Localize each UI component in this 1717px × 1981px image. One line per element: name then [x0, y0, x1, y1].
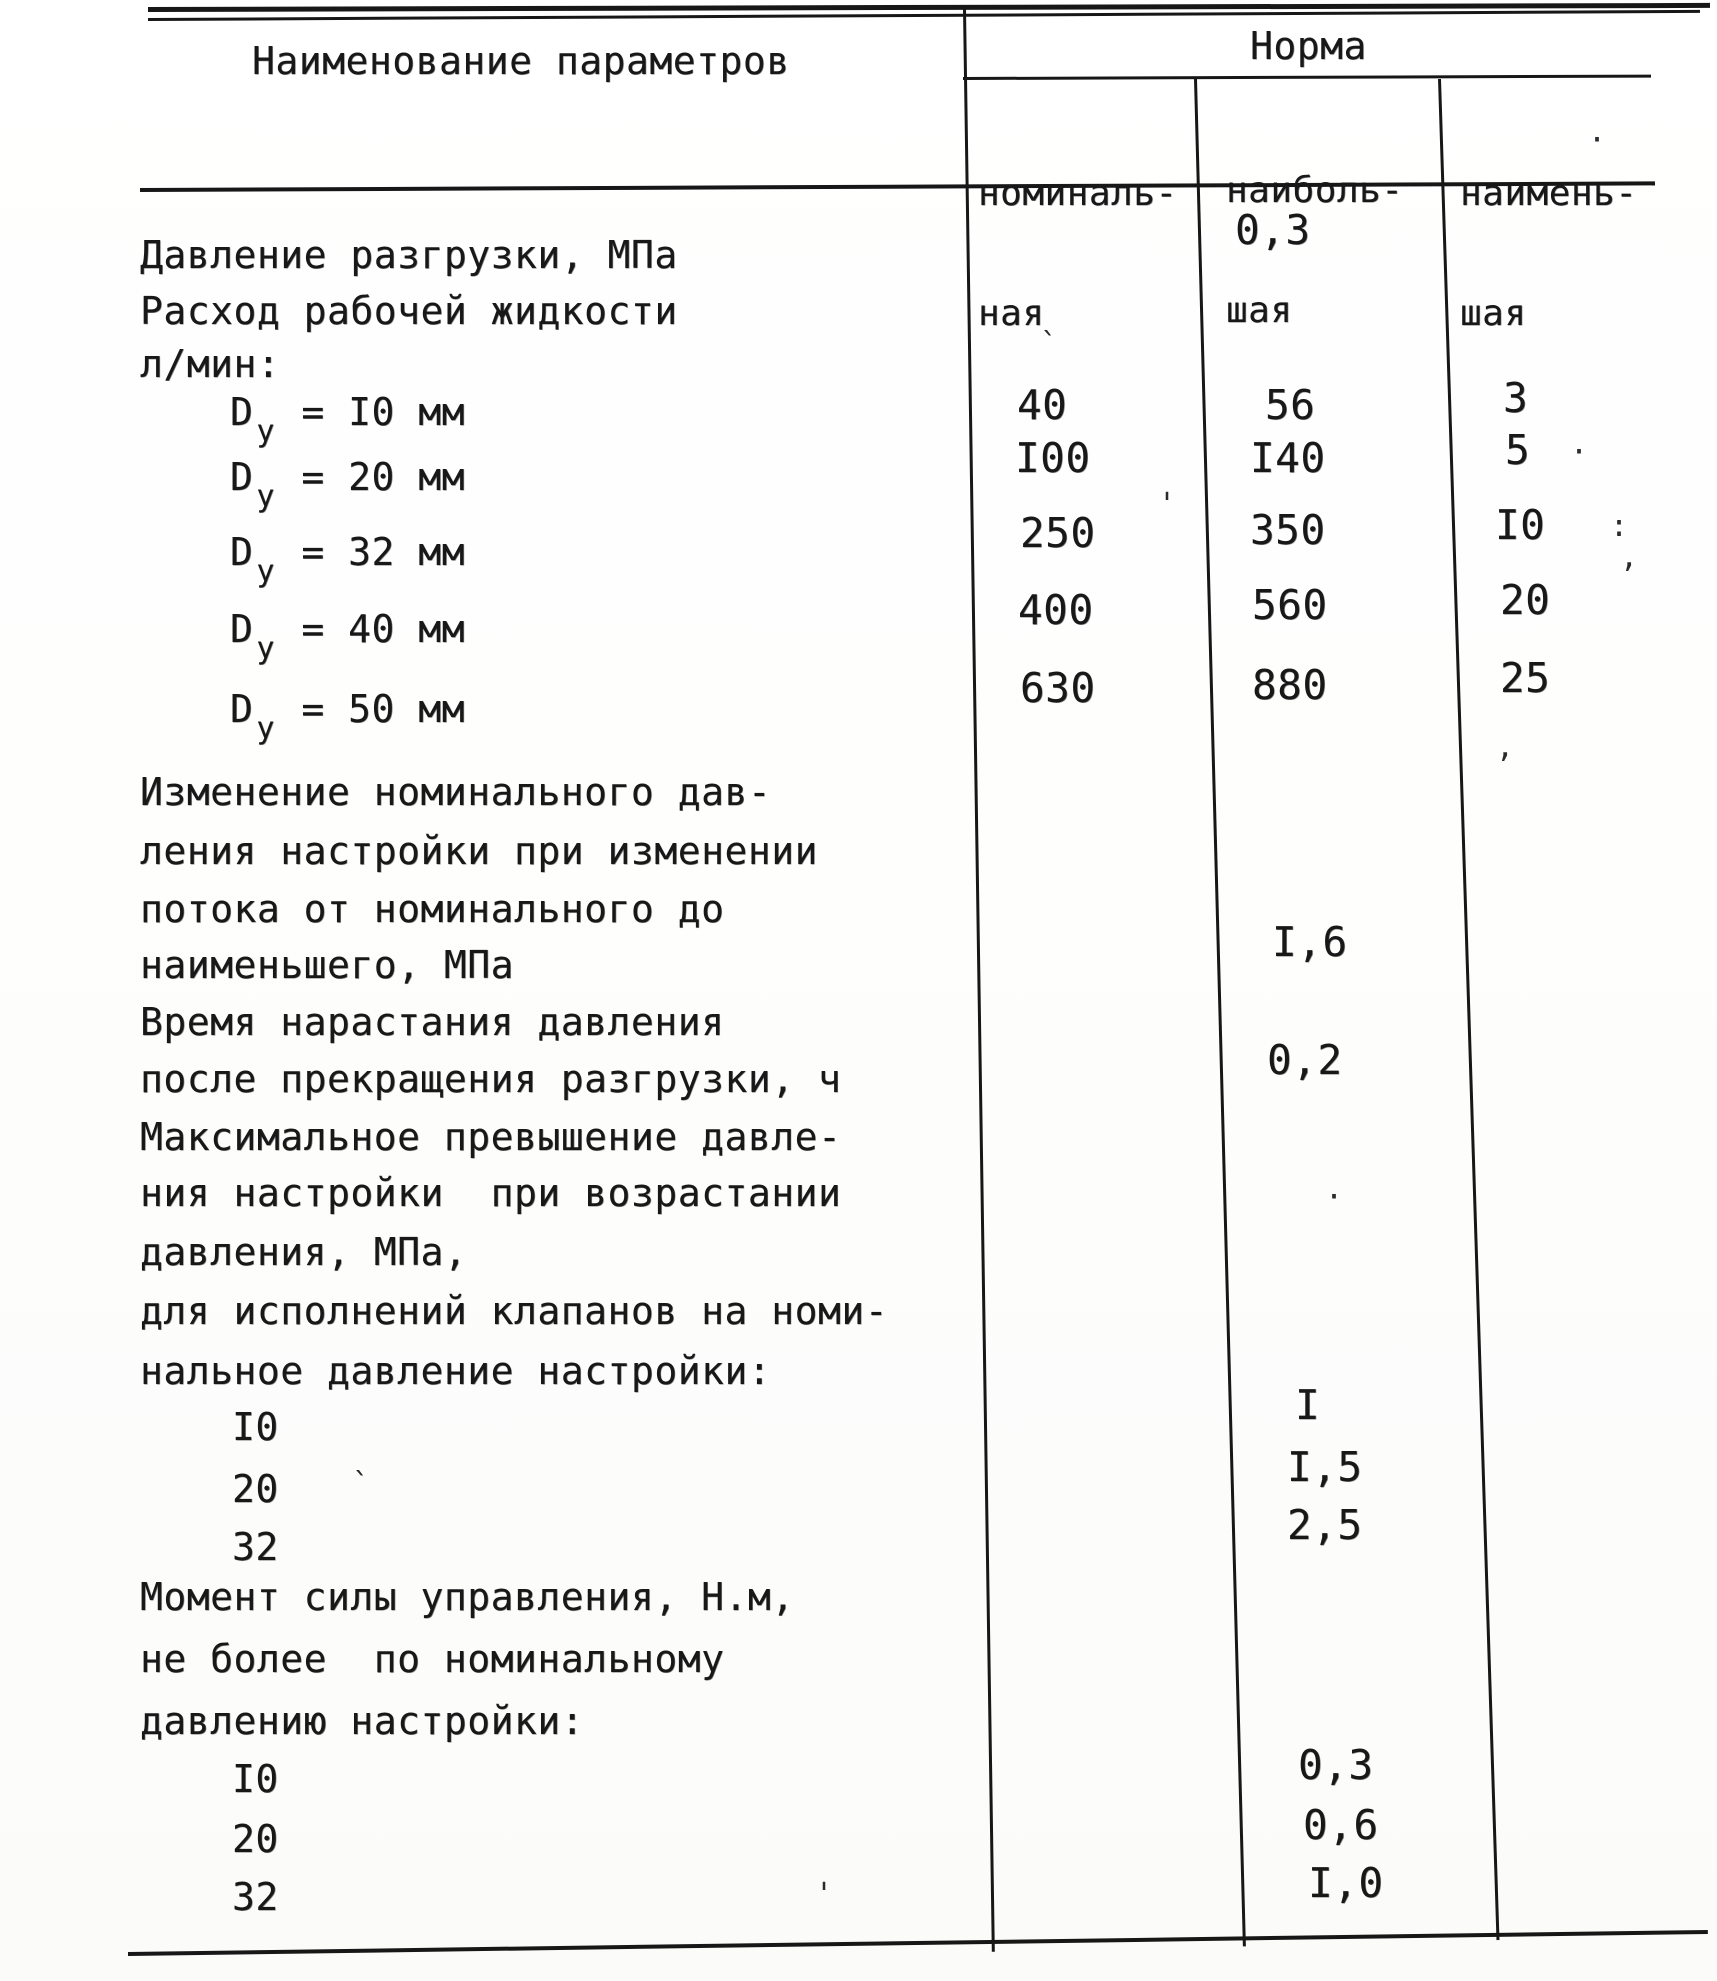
cell-min: I0	[1495, 501, 1546, 549]
row-label-dy10	[230, 390, 465, 449]
scan-artifact: `	[1040, 327, 1059, 362]
row-label: после прекращения разгрузки, ч	[140, 1057, 842, 1101]
row-label-setting-32: 32	[232, 1525, 279, 1569]
row-label: давления, МПа,	[140, 1230, 468, 1274]
row-label: для исполнений клапанов на номи-	[140, 1289, 889, 1333]
row-label-setting-20: 20	[232, 1467, 279, 1511]
row-label: потока от номинального до	[140, 887, 725, 931]
row-label: Давление разгрузки, МПа	[140, 233, 678, 277]
cell-max: 56	[1265, 381, 1316, 429]
row-label: Максимальное превышение давле-	[140, 1115, 842, 1159]
row-label: Изменение номинального дав-	[140, 770, 772, 814]
dy-symbol: D	[230, 687, 254, 731]
row-label: ления настройки при изменении	[140, 829, 818, 873]
row-label-setting-20: 20	[232, 1817, 279, 1861]
cell-max: 350	[1250, 506, 1326, 554]
dy-value: = 50 мм	[277, 687, 465, 731]
cell-nominal: 630	[1020, 664, 1096, 712]
cell-max: I,6	[1272, 918, 1348, 966]
scan-artifact: `	[352, 1467, 371, 1502]
subheader-min	[1460, 94, 1637, 414]
dy-symbol: D	[230, 390, 254, 434]
cell-min: 5	[1505, 426, 1531, 474]
subheader-nominal-line2: ная	[978, 293, 1045, 334]
dy-subscript: у	[256, 631, 275, 666]
scan-artifact: :	[1610, 509, 1629, 544]
scan-artifact: ·	[1325, 1180, 1344, 1215]
dy-value: = I0 мм	[277, 390, 465, 434]
dy-value: = 40 мм	[277, 607, 465, 651]
subheader-nominal-line1: номиналь-	[978, 173, 1178, 214]
subheader-max-line2: шая	[1226, 290, 1293, 331]
row-label-setting-10: I0	[232, 1757, 279, 1801]
row-label-dy50	[230, 687, 465, 746]
subheader-min-line1: наимень-	[1460, 173, 1638, 214]
scan-artifact: ,	[1620, 540, 1639, 575]
row-label: не более по номинальному	[140, 1637, 725, 1681]
norma-underline	[963, 75, 1651, 80]
scan-artifact: ·	[1588, 123, 1607, 158]
row-label: Время нарастания давления	[140, 1000, 725, 1044]
row-label-dy32	[230, 530, 465, 589]
cell-min: 3	[1503, 374, 1529, 422]
cell-max: I,5	[1287, 1443, 1363, 1491]
cell-min: 20	[1500, 576, 1551, 624]
subheader-min-line2: шая	[1460, 293, 1527, 334]
cell-max: 0,3	[1235, 206, 1311, 254]
cell-max: I40	[1250, 434, 1326, 482]
dy-symbol: D	[230, 530, 254, 574]
row-label-dy20	[230, 455, 465, 514]
cell-nominal: 400	[1018, 586, 1094, 634]
cell-max: I	[1295, 1381, 1321, 1429]
scan-artifact: '	[1158, 487, 1177, 522]
row-label: Расход рабочей жидкости	[140, 289, 678, 333]
row-label-dy40	[230, 607, 465, 666]
dy-symbol: D	[230, 455, 254, 499]
cell-min: 25	[1500, 654, 1551, 702]
cell-max: I,0	[1308, 1859, 1384, 1907]
cell-max: 2,5	[1287, 1501, 1363, 1549]
row-label: давлению настройки:	[140, 1699, 585, 1743]
dy-subscript: у	[256, 554, 275, 589]
row-label-setting-32: 32	[232, 1875, 279, 1919]
scan-artifact: '	[815, 1877, 834, 1912]
norma-column-title: Норма	[1250, 24, 1367, 68]
dy-value: = 20 мм	[277, 455, 465, 499]
cell-max: 0,2	[1267, 1036, 1343, 1084]
dy-subscript: у	[256, 479, 275, 514]
dy-value: = 32 мм	[277, 530, 465, 574]
cell-max: 0,3	[1298, 1741, 1374, 1789]
row-label: нальное давление настройки:	[140, 1349, 772, 1393]
cell-nominal: 250	[1020, 509, 1096, 557]
dy-subscript: у	[256, 414, 275, 449]
table-border-bottom	[128, 1930, 1708, 1956]
scan-artifact: ·	[1570, 435, 1589, 470]
table-border-top-inner	[148, 10, 1700, 21]
cell-max: 880	[1252, 661, 1328, 709]
row-label: л/мин:	[140, 342, 281, 386]
param-column-title: Наименование параметров	[252, 39, 790, 83]
cell-nominal: 40	[1017, 381, 1068, 429]
row-label: Момент силы управления, Н.м,	[140, 1575, 795, 1619]
dy-subscript: у	[256, 711, 275, 746]
row-label: наименьшего, МПа	[140, 943, 515, 987]
scan-artifact: ,	[1496, 730, 1515, 765]
cell-nominal: I00	[1015, 434, 1091, 482]
row-label: ния настройки при возрастании	[140, 1171, 842, 1215]
dy-symbol: D	[230, 607, 254, 651]
row-label-setting-10: I0	[232, 1405, 279, 1449]
subheader-nominal	[978, 94, 1178, 414]
cell-max: 560	[1252, 581, 1328, 629]
cell-max: 0,6	[1303, 1801, 1379, 1849]
subheader-max-line1: наиболь-	[1226, 170, 1404, 211]
header-bottom-line	[140, 181, 1655, 192]
